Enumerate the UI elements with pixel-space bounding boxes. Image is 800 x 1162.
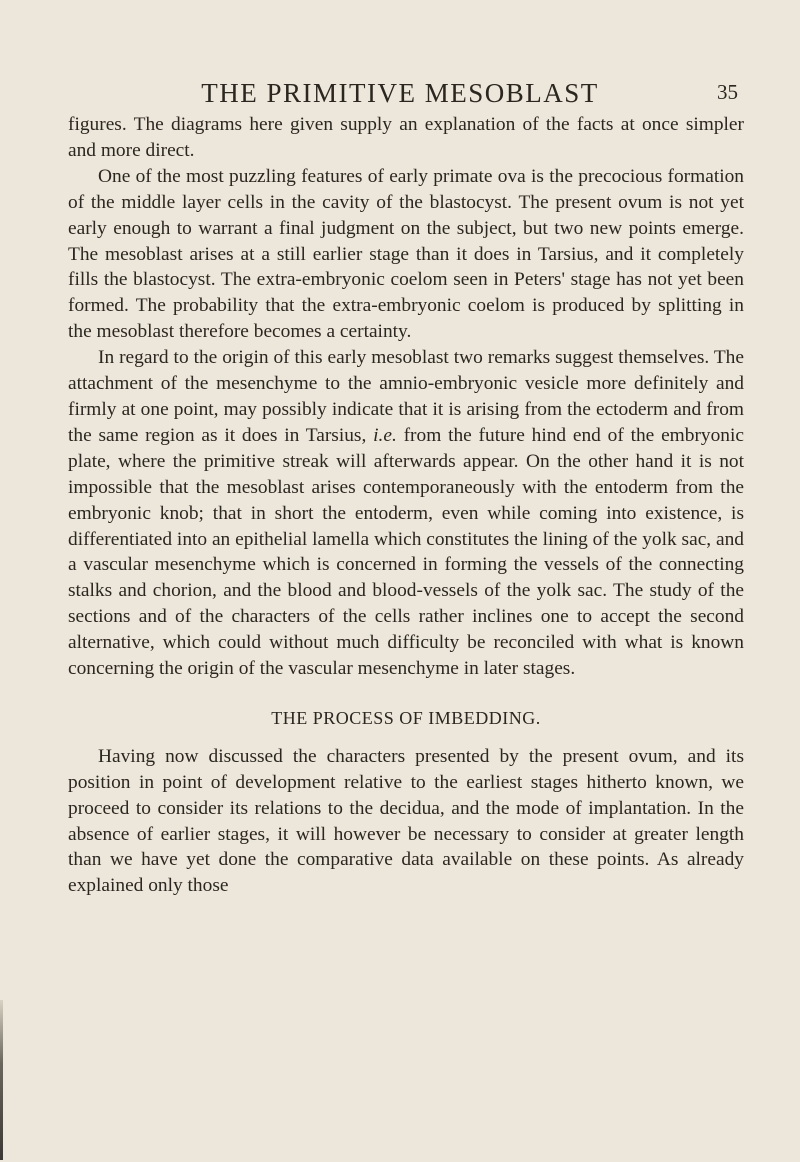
paragraph-text: from the future hind end of the embryonic plate, where the primitive streak will afterwards appear. On the other hand it is not impossible that the mesoblast arises contemporaneously with the entoderm from the embryonic knob; that in short the entoderm, even while coming into existence, is differentiated into an epithelial lamella which constitutes the lining of the yolk sac, and a vascular mesenchyme which is concerned in forming the vessels of the connecting stalks and chorion, and the blood and blood-vessels of the yolk sac. The study of the sections and of the characters of the cells rather inclines one to accept the second alternative, which could without much difficulty be reconciled with what is known concerning the origin of the vascular mesenchyme in later stages. — [68, 424, 744, 680]
scan-edge-mark — [0, 1000, 3, 1160]
paragraph — [68, 345, 744, 682]
body-text — [68, 112, 744, 899]
page-number: 35 — [717, 80, 738, 104]
paragraph: figures. The diagrams here given supply an explanation of the facts at once simpler and more direct. — [68, 114, 744, 161]
section-heading: THE PROCESS OF IMBEDDING. — [271, 707, 541, 728]
running-head — [0, 78, 800, 112]
paragraph-text: In regard to the origin of this early mesoblast two remarks suggest themselves. The attachment of the mesenchyme to the amnio-embryonic vesicle more definitely and firmly at one point, may possibly indicate that it is arising from the ectoderm and from the same region as it does in Tarsius, — [68, 347, 744, 446]
paragraph: Having now discussed the characters presented by the present ovum, and its position in point of development relative to the earliest stages hitherto known, we proceed to consider its relations to the decidua, and the mode of implantation. In the absence of earlier stages, it will however be necessary to consider at greater length than we have yet done the comparative data available on these points. As already explained only those — [68, 745, 744, 897]
paragraph: One of the most puzzling features of early primate ova is the precocious formation of the middle layer cells in the cavity of the blastocyst. The present ovum is not yet early enough to warrant a final judgment on the subject, but two new points emerge. The mesoblast arises at a still earlier stage than it does in Tarsius, and it completely fills the blastocyst. The extra-embryonic coelom seen in Peters' stage has not yet been formed. The probability that the extra-embryonic coelom is produced by splitting in the mesoblast therefore becomes a certainty. — [68, 165, 744, 343]
italic-abbreviation: i.e. — [373, 424, 397, 446]
running-title: THE PRIMITIVE MESOBLAST — [201, 78, 599, 108]
